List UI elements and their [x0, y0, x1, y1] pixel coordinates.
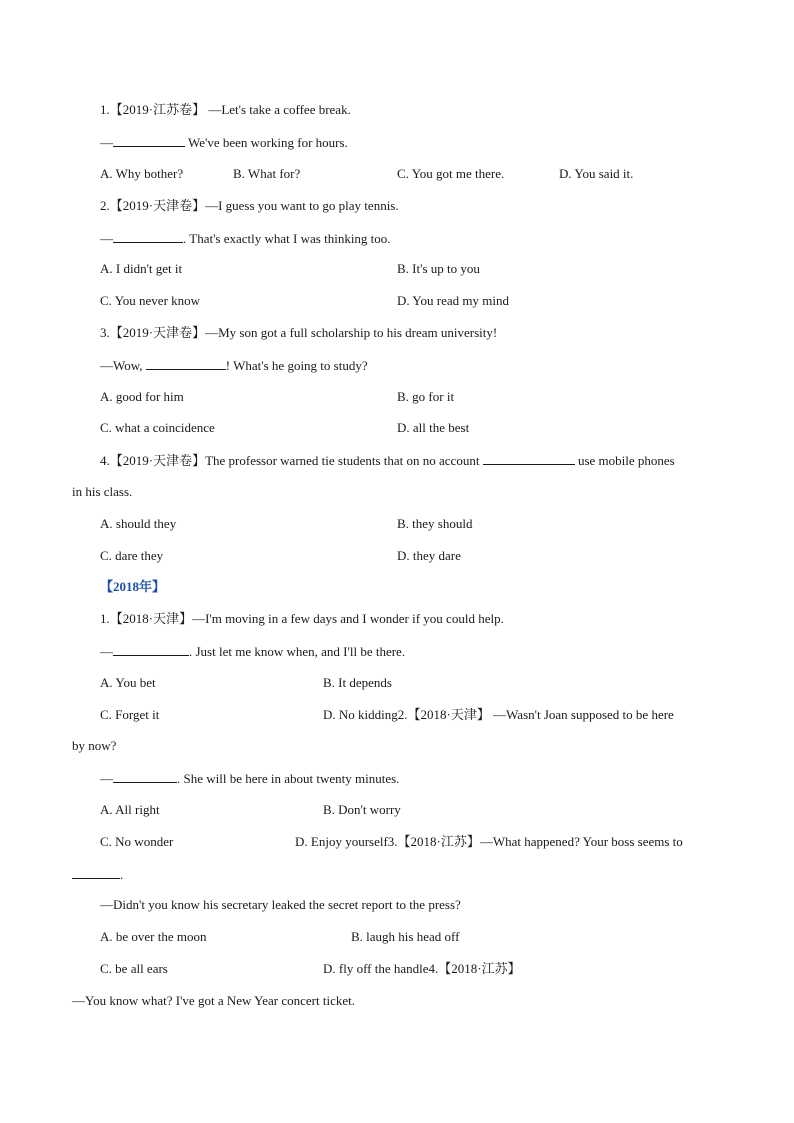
q3-2018-option-a: A. be over the moon — [100, 929, 207, 944]
q2-2018-option-b: B. Don't worry — [323, 802, 401, 817]
q2-2019-option-c: C. You never know — [100, 293, 201, 308]
q2-2019-stem: 2.【2019·天津卷】—I guess you want to go play tennis. — [100, 198, 399, 213]
q3-2018-reply: —Didn't you know his secretary leaked the secret report to the press? — [100, 897, 461, 912]
q2-2019-reply: — . That's exactly what I was thinking too. — [100, 231, 391, 246]
q2-2018-option-a: A. All right — [100, 802, 160, 817]
q4-2019-option-a: A. should they — [100, 516, 177, 531]
section-heading-2018: 【2018年】 — [100, 579, 166, 594]
q4-2019-option-d: D. they dare — [397, 548, 461, 563]
q4-2019-option-b: B. they should — [397, 516, 473, 531]
q1-2018-option-c: C. Forget it — [100, 707, 160, 722]
q3-2019-option-c: C. what a coincidence — [100, 420, 215, 435]
q2-2019-option-d: D. You read my mind — [397, 293, 509, 308]
q2-2018-option-d-merged: D. Enjoy yourself3.【2018·江苏】—What happened? Your boss seems to — [295, 834, 683, 849]
q2-2019-option-b: B. It's up to you — [397, 261, 480, 276]
answer-blank — [113, 134, 185, 147]
q2-2018-option-c: C. No wonder — [100, 834, 174, 849]
q4-2019-option-c: C. dare they — [100, 548, 164, 563]
q3-2019-option-d: D. all the best — [397, 420, 470, 435]
answer-blank — [113, 230, 183, 243]
q1-2018-option-a: A. You bet — [100, 675, 156, 690]
q3-2019-option-b: B. go for it — [397, 389, 455, 404]
answer-blank — [113, 643, 189, 656]
q2-2019-option-a: A. I didn't get it — [100, 261, 183, 276]
q4-2019-stem: 4.【2019·天津卷】The professor warned tie students that on no account use mobile phones — [100, 453, 675, 468]
q1-2019-stem: 1.【2019·江苏卷】 —Let's take a coffee break. — [100, 102, 351, 117]
q3-2018-option-d-merged: D. fly off the handle4.【2018·江苏】 — [323, 961, 521, 976]
q1-2019-reply: — We've been working for hours. — [100, 135, 348, 150]
q3-2018-stem-cont: . — [72, 866, 123, 883]
q1-2018-option-d-merged: D. No kidding2.【2018·天津】 —Wasn't Joan supposed to be here — [323, 707, 674, 722]
q1-2019-option-d: D. You said it. — [559, 166, 634, 181]
q1-2019-option-c: C. You got me there. — [397, 166, 505, 181]
q3-2019-option-a: A. good for him — [100, 389, 184, 404]
q4-2019-stem-cont: in his class. — [72, 484, 133, 499]
q1-2018-option-b: B. It depends — [323, 675, 392, 690]
q3-2018-option-c: C. be all ears — [100, 961, 168, 976]
q3-2019-stem: 3.【2019·天津卷】—My son got a full scholarship to his dream university! — [100, 325, 498, 340]
q1-2018-stem: 1.【2018·天津】—I'm moving in a few days and I wonder if you could help. — [100, 611, 504, 626]
answer-blank — [146, 357, 226, 370]
q2-2018-reply: — . She will be here in about twenty minutes. — [100, 771, 400, 786]
answer-blank — [72, 866, 120, 879]
q2-2018-stem-cont: by now? — [72, 738, 117, 753]
answer-blank — [113, 770, 177, 783]
q1-2019-option-b: B. What for? — [233, 166, 301, 181]
q1-2018-reply: — . Just let me know when, and I'll be there. — [100, 644, 406, 659]
q3-2018-option-b: B. laugh his head off — [351, 929, 460, 944]
q4-2018-stem: —You know what? I've got a New Year concert ticket. — [72, 993, 355, 1008]
q1-2019-option-a: A. Why bother? — [100, 166, 184, 181]
answer-blank — [483, 452, 575, 465]
q3-2019-reply: —Wow, ! What's he going to study? — [100, 358, 368, 373]
